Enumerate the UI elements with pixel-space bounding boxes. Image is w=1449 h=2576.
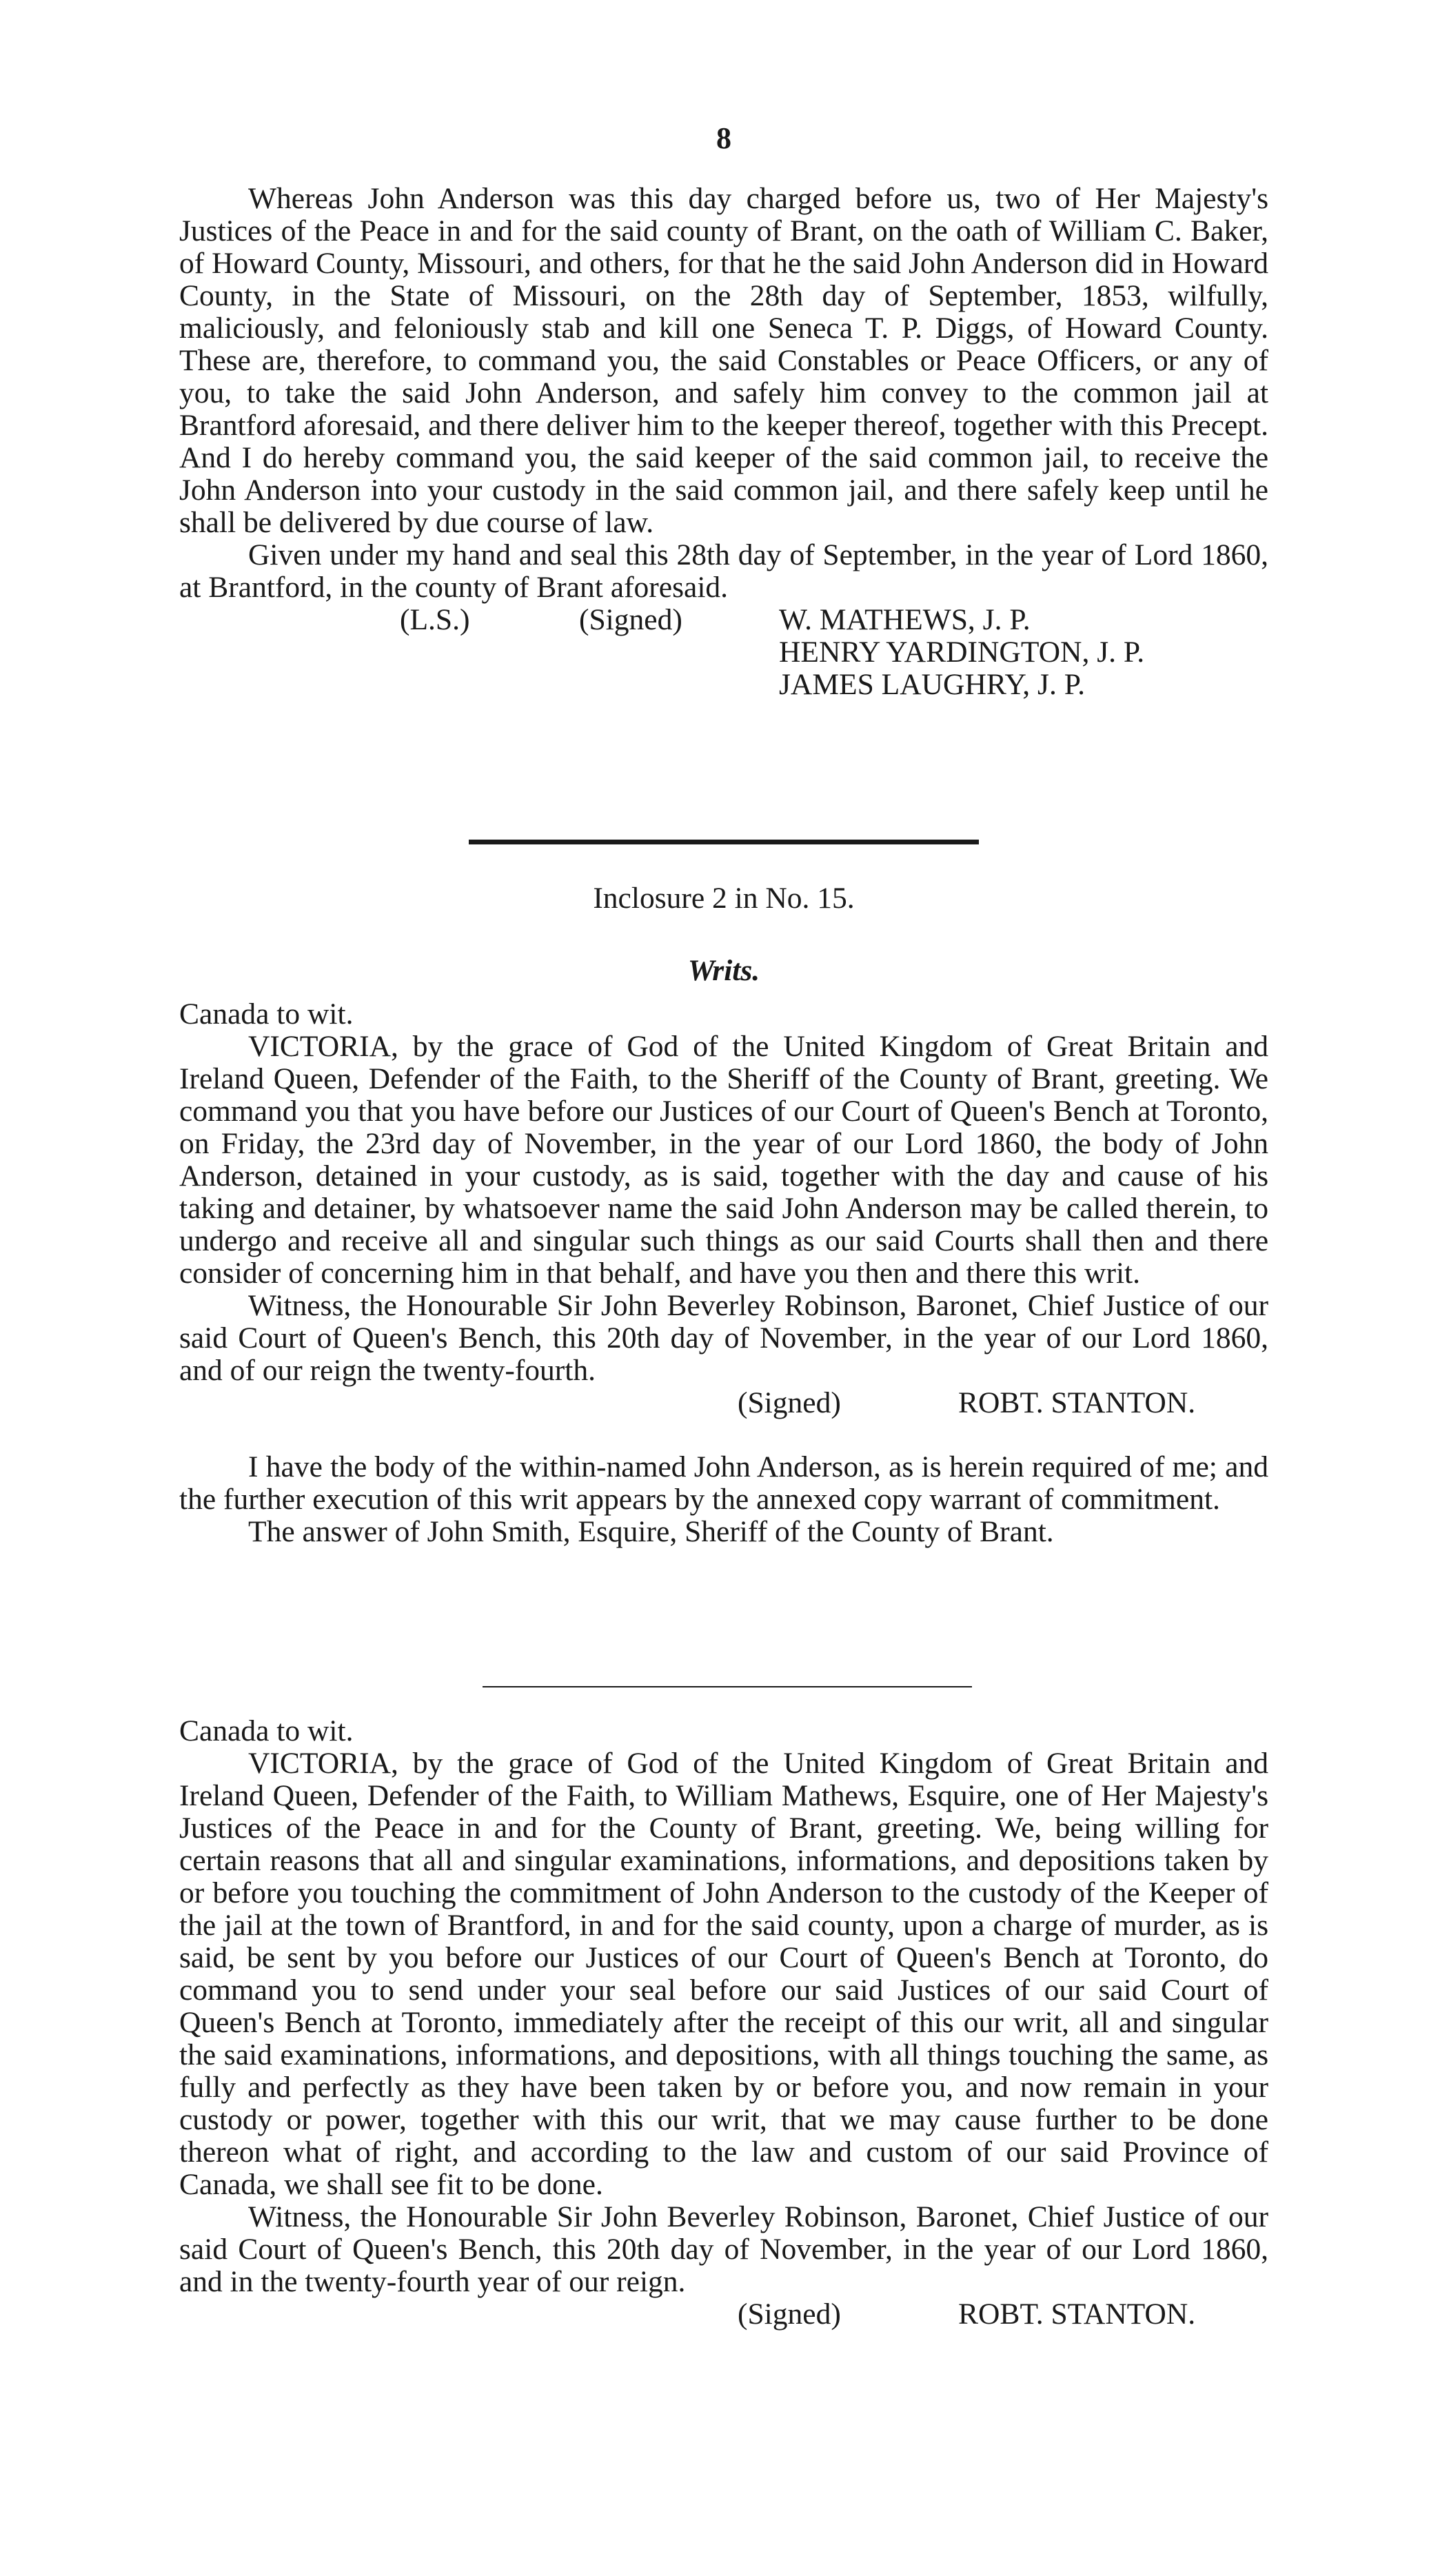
- writ-2-signed-label: (Signed): [738, 2298, 841, 2331]
- writ-2-paragraph-2: Witness, the Honourable Sir John Beverley Robinson, Baronet, Chief Justice of our said Court of Queen's Bench, this 20th day of November, in the year of our Lord 1860, and in the twenty-fourth year of our reign.: [179, 2200, 1268, 2298]
- warrant-signature-row: [179, 604, 1268, 636]
- writ-1-signatory: ROBT. STANTON.: [958, 1386, 1196, 1419]
- document-page: [179, 0, 1268, 2576]
- warrant-paragraph-2: Given under my hand and seal this 28th day of September, in the year of Lord 1860, at Brantford, in the county of Brant aforesaid.: [179, 538, 1268, 604]
- section-divider-thick: [469, 840, 979, 844]
- writ-1-paragraph-1: VICTORIA, by the grace of God of the United Kingdom of Great Britain and Ireland Queen, Defender of the Faith, to the Sheriff of the County of Brant, greeting. We command you that you have before our Justices of our Court of Queen's Bench at Toronto, on Friday, the 23rd day of November, in the year of our Lord 1860, the body of John Anderson, detained in your custody, as is said, together with the day and cause of his taking and detainer, by whatsoever name the said John Anderson may be called therein, to undergo and receive all and singular such things as our said Courts shall then and there consider of concerning him in that behalf, and have you then and there this writ.: [179, 1030, 1268, 1290]
- writ-1-return: I have the body of the within-named John Anderson, as is herein required of me; and the further execution of this writ appears by the annexed copy warrant of commitment.: [179, 1450, 1268, 1516]
- warrant-section: [179, 183, 1268, 701]
- writ-1-signed-label: (Signed): [738, 1386, 841, 1419]
- signatory-3: JAMES LAUGHRY, J. P.: [779, 668, 1085, 701]
- warrant-signature-row-2: [179, 636, 1268, 669]
- writ-2-signature-row: [179, 2298, 1268, 2331]
- writ-2-paragraph-1: VICTORIA, by the grace of God of the United Kingdom of Great Britain and Ireland Queen, Defender of the Faith, to William Mathews, Esquire, one of Her Majesty's Justices of the Peace in and for the County of Brant, greeting. We, being willing for certain reasons that all and singular examinations, informations, and depositions taken by or before you touching the commitment of John Anderson to the custody of the Keeper of the jail at the town of Brantford, in and for the said county, upon a charge of murder, as is said, be sent by you before our Justices of our Court of Queen's Bench at Toronto, do command you to send under your seal before our said Justices of our said Court of Queen's Bench at Toronto, immediately after the receipt of this our writ, all and singular the said examinations, informations, and depositions, with all things touching the same, as fully and perfectly as they have been taken by or before you, and now remain in your custody or power, together with this our writ, that we may cause further to be done thereon what of right, and according to the law and custom of our said Province of Canada, we shall see fit to be done.: [179, 1747, 1268, 2201]
- writ-1-paragraph-2: Witness, the Honourable Sir John Beverley Robinson, Baronet, Chief Justice of our said Court of Queen's Bench, this 20th day of November, in the year of our Lord 1860, and of our reign the twenty-fourth.: [179, 1289, 1268, 1387]
- writ-1-section: [179, 998, 1268, 1548]
- inclosure-heading: Inclosure 2 in No. 15.: [593, 882, 855, 915]
- page-number: 8: [716, 121, 731, 155]
- writ-1-answer: The answer of John Smith, Esquire, Sheriff of the County of Brant.: [248, 1515, 1054, 1548]
- writ-2-signatory: ROBT. STANTON.: [958, 2298, 1196, 2331]
- seal-mark: (L.S.): [400, 603, 470, 636]
- signatory-1: W. MATHEWS, J. P.: [779, 603, 1031, 636]
- warrant-paragraph-1: Whereas John Anderson was this day charged before us, two of Her Majesty's Justices of the Peace in and for the said county of Brant, on the oath of William C. Baker, of Howard County, Missouri, and others, for that he the said John Anderson did in Howard County, in the State of Missouri, on the 28th day of September, 1853, wilfully, maliciously, and feloniously stab and kill one Seneca T. P. Diggs, of Howard County. These are, therefore, to command you, the said Constables or Peace Officers, or any of you, to take the said John Anderson, and safely him convey to the common jail at Brantford aforesaid, and there deliver him to the keeper thereof, together with this Precept. And I do hereby command you, the said keeper of the said common jail, to receive the John Anderson into your custody in the said common jail, and there safely keep until he shall be delivered by due course of law.: [179, 182, 1268, 539]
- writs-subheading: Writs.: [687, 954, 760, 987]
- signatory-2: HENRY YARDINGTON, J. P.: [779, 636, 1145, 669]
- section-divider-thin: [483, 1686, 972, 1687]
- signed-label: (Signed): [579, 603, 682, 636]
- writ-2-venue: Canada to wit.: [179, 1714, 354, 1747]
- warrant-signature-row-3: [179, 669, 1268, 701]
- writ-1-signature-row: [179, 1387, 1268, 1419]
- writ-2-section: [179, 1715, 1268, 2331]
- writ-1-venue: Canada to wit.: [179, 997, 354, 1031]
